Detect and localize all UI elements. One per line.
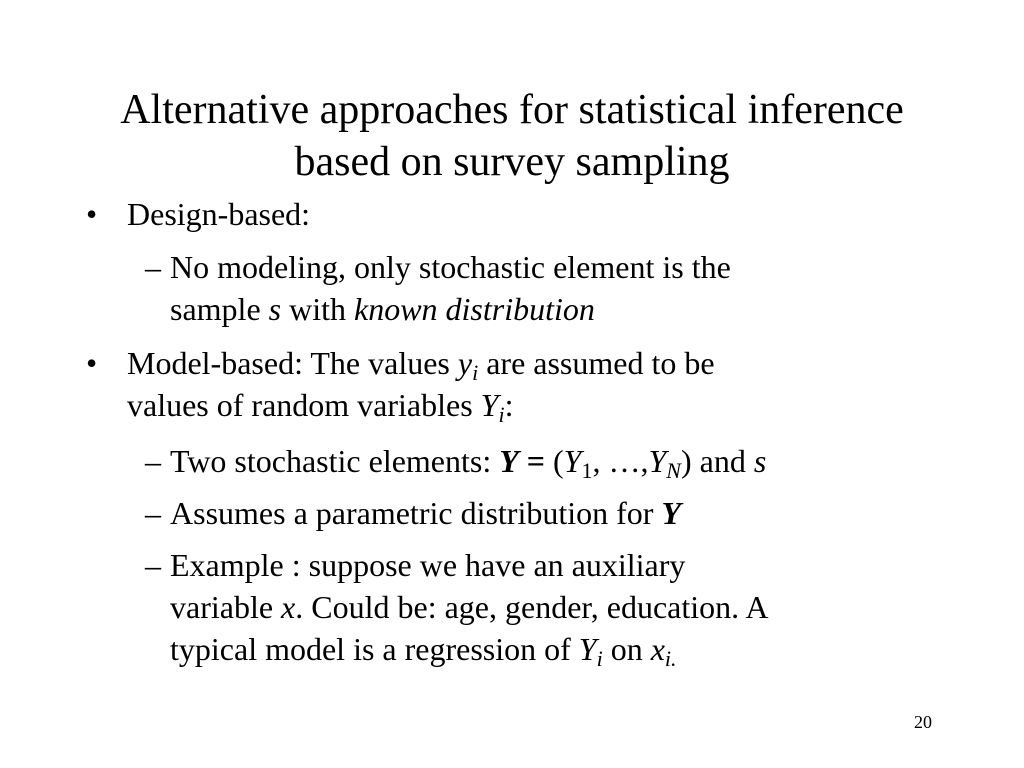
subbullet-text: Two stochastic elements: $Y = (Y_1$, $\dots,Y_N$) and s (170, 443, 767, 483)
bullet-icon: • (86, 345, 98, 381)
title-line-1: Alternative approaches for statistical inference (120, 87, 904, 133)
title-line-2: based on survey sampling (294, 139, 730, 185)
bullet-text: Model-based: The values $y_i$ are assumed to be values of random variables $Y_i$: (127, 345, 715, 427)
bullet-text: Design-based: (127, 196, 311, 232)
dash-icon: – (145, 495, 161, 531)
subbullet-text: Example : suppose we have an auxiliary variable x. Could be: age, gender, education. A typical model is a regression of $Y_i$ on $x_{i.}$ (170, 547, 769, 671)
slide-title (60, 84, 964, 188)
dash-icon: – (145, 547, 161, 583)
bullet-icon: • (86, 196, 98, 232)
subbullet-text: Assumes a parametric distribution for Y (170, 495, 681, 531)
dash-icon: – (145, 249, 161, 285)
dash-icon: – (145, 443, 161, 479)
page-number: 20 (914, 712, 932, 732)
subbullet-text: No modeling, only stochastic element is the sample s with known distribution (170, 249, 731, 327)
